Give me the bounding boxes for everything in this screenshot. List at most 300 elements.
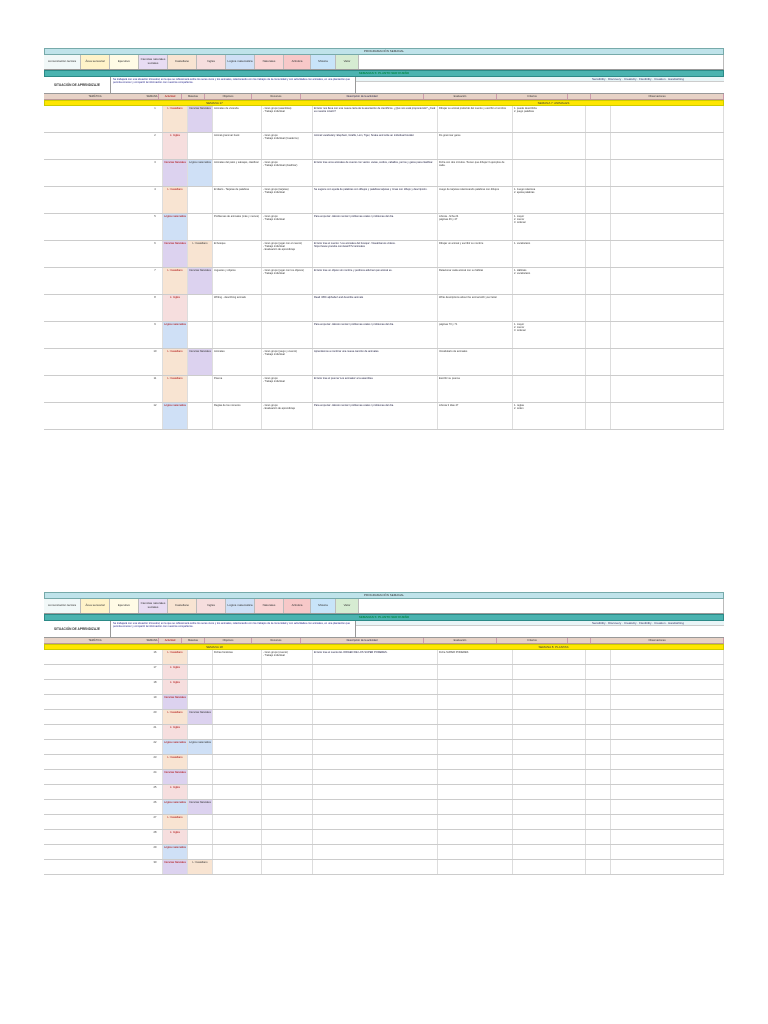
- row-spacer: [44, 845, 148, 859]
- row-spacer: [44, 403, 148, 429]
- row-empty: [586, 770, 611, 784]
- row-evaluation: Libreta - ficha 24 páginas 46 y 47: [438, 214, 513, 240]
- row-criteria: 1. mayor 2. menor 3. ordenar: [513, 322, 586, 348]
- row-evaluation: Write descriptions about the animal with your letter: [438, 295, 513, 321]
- row-notes: [611, 376, 724, 402]
- subject-strip: [44, 599, 724, 614]
- row-evaluation: Relacionar cada animal con su hábitat: [438, 268, 513, 294]
- row-spacer: [44, 376, 148, 402]
- row-spacer: [44, 665, 148, 679]
- row-objective: [213, 755, 262, 769]
- row-subject: Ciencias Naturales: [163, 860, 188, 874]
- row-number: 6: [148, 241, 163, 267]
- row-evaluation: Vocabulario de animales: [438, 349, 513, 375]
- row-subject: L: Inglés: [163, 295, 188, 321]
- row-description: Para empezar: cálculo mental / problemas orales / problemas del día.: [313, 403, 438, 429]
- row-spacer: [44, 785, 148, 799]
- row-number: 16: [148, 650, 163, 664]
- row-resources: [262, 680, 313, 694]
- row-description: [313, 815, 438, 829]
- row-notes: [611, 755, 724, 769]
- row-empty: [586, 815, 611, 829]
- row-criteria: [513, 830, 586, 844]
- header-cell: Criterios: [497, 94, 568, 99]
- row-number: 30: [148, 860, 163, 874]
- row-resources: - Gran grupo (jugar con los objetos) - Trabajo individual: [262, 268, 313, 294]
- row-area: [188, 680, 213, 694]
- row-notes: [611, 695, 724, 709]
- row-evaluation: [438, 710, 513, 724]
- row-area: L: Castellano: [188, 860, 213, 874]
- table-row: [44, 740, 724, 755]
- row-area: [188, 755, 213, 769]
- row-description: [313, 845, 438, 859]
- row-number: 28: [148, 830, 163, 844]
- row-notes: [611, 830, 724, 844]
- row-empty: [586, 187, 611, 213]
- row-criteria: [513, 349, 586, 375]
- row-criteria: [513, 740, 586, 754]
- row-empty: [586, 214, 611, 240]
- header-cell: TEMÁTICA: [88, 639, 102, 642]
- row-subject: Lógica matemática: [163, 322, 188, 348]
- row-empty: [586, 785, 611, 799]
- header-cell: Actividad: [159, 94, 182, 99]
- row-notes: [611, 349, 724, 375]
- row-subject: L: Castellano: [163, 268, 188, 294]
- row-description: El tutor trae el cuento: 'Los animales del bosque'. Visualizamos vídeos. https://www.youtube.com/watch?v=animales: [313, 241, 438, 267]
- row-area: [188, 295, 213, 321]
- row-subject: L: Inglés: [163, 785, 188, 799]
- row-subject: L: Castellano: [163, 187, 188, 213]
- row-subject: L: Castellano: [163, 650, 188, 664]
- table-row: [44, 322, 724, 349]
- row-spacer: [44, 815, 148, 829]
- row-description: [313, 785, 438, 799]
- planning-sheet-1: [44, 48, 724, 430]
- row-subject: L: Castellano: [163, 106, 188, 132]
- table-row: [44, 860, 724, 875]
- row-criteria: [513, 160, 586, 186]
- situation-label: SITUACIÓN DE APRENDIZAJE: [44, 621, 111, 637]
- row-spacer: [44, 755, 148, 769]
- row-spacer: [44, 725, 148, 739]
- row-objective: Writing - describing animals: [213, 295, 262, 321]
- row-number: 27: [148, 815, 163, 829]
- row-empty: [586, 710, 611, 724]
- row-criteria: [513, 376, 586, 402]
- row-number: 10: [148, 349, 163, 375]
- row-area: Lógica matemática: [188, 740, 213, 754]
- row-area: [188, 214, 213, 240]
- row-number: 2: [148, 133, 163, 159]
- row-notes: [611, 785, 724, 799]
- row-objective: Animal grammar book: [213, 133, 262, 159]
- row-description: [313, 665, 438, 679]
- row-number: 22: [148, 740, 163, 754]
- table-row: [44, 710, 724, 725]
- row-resources: - Gran grupo - Trabajo individual (Cuaderno): [262, 133, 313, 159]
- row-criteria: [513, 665, 586, 679]
- row-description: [313, 860, 438, 874]
- subject-cell: Castellano: [168, 55, 197, 69]
- row-evaluation: [438, 680, 513, 694]
- row-description: [313, 770, 438, 784]
- row-number: 19: [148, 695, 163, 709]
- row-notes: [611, 770, 724, 784]
- row-area: [188, 725, 213, 739]
- row-resources: [262, 695, 313, 709]
- row-subject: L: Castellano: [163, 376, 188, 402]
- row-objective: [213, 740, 262, 754]
- row-notes: [611, 322, 724, 348]
- row-number: 4: [148, 187, 163, 213]
- row-description: [313, 725, 438, 739]
- row-notes: [611, 710, 724, 724]
- subject-cell: Artística: [284, 55, 311, 69]
- row-resources: - Gran grupo (tarjetas) - Trabajo individual: [262, 187, 313, 213]
- row-notes: [611, 295, 724, 321]
- row-resources: - Gran grupo - Trabajo individual: [262, 214, 313, 240]
- row-area: [188, 695, 213, 709]
- row-number: 11: [148, 376, 163, 402]
- header-cell: Evaluación: [424, 638, 497, 643]
- row-spacer: [44, 830, 148, 844]
- header-cell: TEMÁTICA: [88, 95, 102, 98]
- row-description: [313, 710, 438, 724]
- subject-cell: Artística: [284, 599, 311, 613]
- row-number: 25: [148, 785, 163, 799]
- subject-strip: [44, 55, 724, 70]
- row-notes: [611, 241, 724, 267]
- row-spacer: [44, 214, 148, 240]
- row-criteria: [513, 770, 586, 784]
- row-subject: Ciencias Naturales: [163, 241, 188, 267]
- table-row: [44, 725, 724, 740]
- row-resources: [262, 710, 313, 724]
- header-cell: Actividad: [159, 638, 182, 643]
- row-description: [313, 755, 438, 769]
- row-notes: [611, 187, 724, 213]
- row-empty: [586, 268, 611, 294]
- row-empty: [586, 241, 611, 267]
- row-area: [188, 665, 213, 679]
- row-subject: Lógica matemática: [163, 740, 188, 754]
- row-resources: [262, 845, 313, 859]
- row-resources: [262, 322, 313, 348]
- row-resources: - Gran grupo - Trabajo individual (clasificar): [262, 160, 313, 186]
- row-spacer: [44, 268, 148, 294]
- row-notes: [611, 665, 724, 679]
- row-area: [188, 785, 213, 799]
- row-empty: [586, 845, 611, 859]
- row-area: [188, 376, 213, 402]
- row-criteria: [513, 800, 586, 814]
- row-number: 26: [148, 800, 163, 814]
- row-area: L: Castellano: [188, 241, 213, 267]
- header-cell: Recursos: [252, 638, 301, 643]
- subject-filler: [359, 55, 724, 69]
- row-number: 20: [148, 710, 163, 724]
- row-evaluation: [438, 740, 513, 754]
- row-objective: Fichas fonéticas: [213, 650, 262, 664]
- row-subject: L: Castellano: [163, 349, 188, 375]
- row-spacer: [44, 187, 148, 213]
- week-theme-band: SEMANAS 5: PLANTO SER DUEÑO: [44, 614, 724, 621]
- row-subject: Ciencias Naturales: [163, 770, 188, 784]
- planning-sheet-2: [44, 592, 724, 875]
- row-number: 3: [148, 160, 163, 186]
- row-notes: [611, 845, 724, 859]
- row-empty: [586, 695, 611, 709]
- table-row: [44, 650, 724, 665]
- row-spacer: [44, 241, 148, 267]
- row-evaluation: [438, 815, 513, 829]
- learning-situation: [44, 621, 724, 638]
- row-objective: [213, 845, 262, 859]
- row-evaluation: Ficha SUPER PODERES: [438, 650, 513, 664]
- row-number: 7: [148, 268, 163, 294]
- table-row: [44, 770, 724, 785]
- row-number: 9: [148, 322, 163, 348]
- header-cell: Recursos: [252, 94, 301, 99]
- table-row: [44, 845, 724, 860]
- subject-cell: Ejecutivo: [110, 55, 139, 69]
- row-description: Aprendemos a nombrar una nueva canción de animales.: [313, 349, 438, 375]
- row-criteria: [513, 815, 586, 829]
- week-title: SEMANA 7: ANIMALES: [537, 101, 570, 105]
- subject-cell: Lógica matemática: [226, 55, 255, 69]
- row-objective: El bosque: [213, 241, 262, 267]
- header-cell: Evaluación: [424, 94, 497, 99]
- row-description: [313, 695, 438, 709]
- row-notes: [611, 680, 724, 694]
- row-empty: [586, 725, 611, 739]
- row-criteria: 1. mayor 2. menor 3. ordenar: [513, 214, 586, 240]
- row-area: [188, 133, 213, 159]
- row-area: [188, 187, 213, 213]
- header-cell: Objetivos: [205, 94, 252, 99]
- row-number: 5: [148, 214, 163, 240]
- row-objective: [213, 725, 262, 739]
- row-evaluation: [438, 665, 513, 679]
- week-theme-band: SEMANAS 5: PLANTO SER DUEÑO: [44, 70, 724, 77]
- row-description: El tutor trae un objeto sin nombre y pedimos adivinar qué animal es.: [313, 268, 438, 294]
- row-empty: [586, 295, 611, 321]
- subject-cell: Área sensorial: [81, 55, 110, 69]
- situation-text: Se trabajará con una situación trimestral, en la que se reflexionará sobre los seres vivos y los animales, relacionando con los trabajos de la comunidad y con actividades con animales, en una plantación que permita conocer y compartir la información con nuestros compañeros.: [111, 621, 356, 637]
- table-row: [44, 815, 724, 830]
- subject-cell: Ciencias naturales sociales: [139, 55, 168, 69]
- row-area: Ciencias Naturales: [188, 349, 213, 375]
- table-row: [44, 268, 724, 295]
- skills-line: Sensibility · Discovery · Creativity · Flexibility · Creation · Handwriting: [356, 77, 724, 82]
- week-label: SEMANA 17: [206, 101, 223, 105]
- row-evaluation: [438, 845, 513, 859]
- skills-line: Sensibility · Discovery · Creativity · Flexibility · Creation · Handwriting: [356, 621, 724, 626]
- row-evaluation: Libreta 3 días 47: [438, 403, 513, 429]
- table-row: [44, 755, 724, 770]
- subject-cell: Valor: [336, 55, 359, 69]
- subject-cell: Música: [311, 599, 336, 613]
- row-criteria: [513, 785, 586, 799]
- row-number: 12: [148, 403, 163, 429]
- row-number: 24: [148, 770, 163, 784]
- situation-extra: [356, 621, 724, 637]
- table-row: [44, 403, 724, 430]
- row-area: [188, 770, 213, 784]
- row-criteria: [513, 295, 586, 321]
- row-area: Ciencias Naturales: [188, 268, 213, 294]
- row-description: Animal vocabulary: Elephant, Giraffe, Lion, Tiger, Snake and write an individual booklet: [313, 133, 438, 159]
- row-objective: [213, 322, 262, 348]
- row-number: 8: [148, 295, 163, 321]
- row-description: Read 'ABC alphabet' and describe animals: [313, 295, 438, 321]
- row-area: [188, 815, 213, 829]
- row-criteria: 1. Juego relaciona 2. ajusta palabras: [513, 187, 586, 213]
- row-subject: L: Inglés: [163, 680, 188, 694]
- row-number: 21: [148, 725, 163, 739]
- row-notes: [611, 815, 724, 829]
- row-resources: [262, 860, 313, 874]
- subject-cell: comunicación lectora: [44, 599, 81, 613]
- row-resources: [262, 815, 313, 829]
- row-empty: [586, 800, 611, 814]
- row-description: Se sugiere con ayuda de palabras con dibujos y palabras tarjetas y rimas con dibujo y descripción.: [313, 187, 438, 213]
- row-evaluation: páginas 70 y 71: [438, 322, 513, 348]
- row-area: Ciencias Naturales: [188, 800, 213, 814]
- table-row: [44, 665, 724, 680]
- header-cell: SEMANA: [146, 95, 158, 98]
- row-description: [313, 830, 438, 844]
- header-cell: [568, 94, 591, 99]
- row-subject: Ciencias Naturales: [163, 695, 188, 709]
- row-objective: [213, 710, 262, 724]
- row-subject: L: Inglés: [163, 725, 188, 739]
- table-row: [44, 241, 724, 268]
- row-resources: [262, 830, 313, 844]
- row-subject: Lógica matemática: [163, 403, 188, 429]
- row-empty: [586, 650, 611, 664]
- row-empty: [586, 106, 611, 132]
- row-criteria: [513, 755, 586, 769]
- week-title: SEMANA 8: PLANTAS: [538, 645, 569, 649]
- row-evaluation: [438, 800, 513, 814]
- situation-label: SITUACIÓN DE APRENDIZAJE: [44, 77, 111, 93]
- row-empty: [586, 665, 611, 679]
- row-objective: [213, 830, 262, 844]
- row-spacer: [44, 295, 148, 321]
- row-resources: - Gran grupo - Trabajo individual: [262, 376, 313, 402]
- row-area: Ciencias Naturales: [188, 106, 213, 132]
- row-notes: [611, 725, 724, 739]
- row-empty: [586, 322, 611, 348]
- header-cell: SEMANA: [146, 639, 158, 642]
- row-description: El tutor nos lleva con una nueva carta de la asociación de científicos. ¿Qué nos está proponiendo? ¿Cuál es nuestra misión?: [313, 106, 438, 132]
- table-row: [44, 785, 724, 800]
- row-empty: [586, 830, 611, 844]
- row-notes: [611, 740, 724, 754]
- subject-cell: Inglés: [197, 55, 226, 69]
- row-description: El tutor trae unos animales de cuento con varios: vacas, cerdos, caballos, perros y gatos para clasificar.: [313, 160, 438, 186]
- row-resources: [262, 800, 313, 814]
- row-empty: [586, 133, 611, 159]
- row-spacer: [44, 349, 148, 375]
- header-cell: Objetivos: [205, 638, 252, 643]
- row-objective: Reglas de los números: [213, 403, 262, 429]
- row-number: 17: [148, 665, 163, 679]
- table-row: [44, 295, 724, 322]
- row-area: [188, 403, 213, 429]
- header-cell: Descripción de la actividad: [301, 94, 424, 99]
- subject-cell: Ciencias naturales sociales: [139, 599, 168, 613]
- table-row: [44, 830, 724, 845]
- row-description: [313, 680, 438, 694]
- row-criteria: [513, 695, 586, 709]
- row-notes: [611, 403, 724, 429]
- row-criteria: [513, 650, 586, 664]
- row-subject: L: Inglés: [163, 830, 188, 844]
- table-row: [44, 160, 724, 187]
- subject-cell: Valor: [336, 599, 359, 613]
- header-cell: Observaciones: [591, 94, 724, 99]
- row-objective: El diario - Tarjetas de palabras: [213, 187, 262, 213]
- row-resources: [262, 770, 313, 784]
- row-criteria: 1. puede describirla 2. juego palabras: [513, 106, 586, 132]
- row-resources: - Gran grupo (juego y cuento) - Trabajo individual: [262, 349, 313, 375]
- row-resources: [262, 665, 313, 679]
- row-resources: [262, 725, 313, 739]
- row-objective: Animales de vivienda: [213, 106, 262, 132]
- row-evaluation: [438, 755, 513, 769]
- subject-cell: Naturales: [255, 55, 284, 69]
- row-evaluation: [438, 830, 513, 844]
- row-spacer: [44, 740, 148, 754]
- header-cell: Materias: [182, 94, 205, 99]
- row-criteria: 1. Hábitats 2. vocabulario: [513, 268, 586, 294]
- row-subject: L: Inglés: [163, 133, 188, 159]
- row-criteria: 1. reglas 2. orden: [513, 403, 586, 429]
- row-description: Para empezar: cálculo mental / problemas orales / problemas del día.: [313, 322, 438, 348]
- row-objective: [213, 770, 262, 784]
- row-evaluation: Dibujar un animal y escribir su nombre: [438, 241, 513, 267]
- row-objective: [213, 860, 262, 874]
- header-cell: Criterios: [497, 638, 568, 643]
- row-empty: [586, 160, 611, 186]
- row-empty: [586, 349, 611, 375]
- table-row: [44, 133, 724, 160]
- row-objective: [213, 665, 262, 679]
- row-notes: [611, 650, 724, 664]
- row-notes: [611, 860, 724, 874]
- row-objective: [213, 680, 262, 694]
- row-resources: - Gran grupo (asamblea) - Trabajo individual: [262, 106, 313, 132]
- subject-cell: Castellano: [168, 599, 197, 613]
- row-empty: [586, 680, 611, 694]
- row-resources: [262, 785, 313, 799]
- row-evaluation: Escribir su poema: [438, 376, 513, 402]
- row-notes: [611, 160, 724, 186]
- row-criteria: [513, 845, 586, 859]
- row-notes: [611, 106, 724, 132]
- row-empty: [586, 740, 611, 754]
- header-cell: Descripción de la actividad: [301, 638, 424, 643]
- row-notes: [611, 800, 724, 814]
- row-criteria: [513, 725, 586, 739]
- row-description: [313, 800, 438, 814]
- row-criteria: [513, 133, 586, 159]
- row-evaluation: [438, 725, 513, 739]
